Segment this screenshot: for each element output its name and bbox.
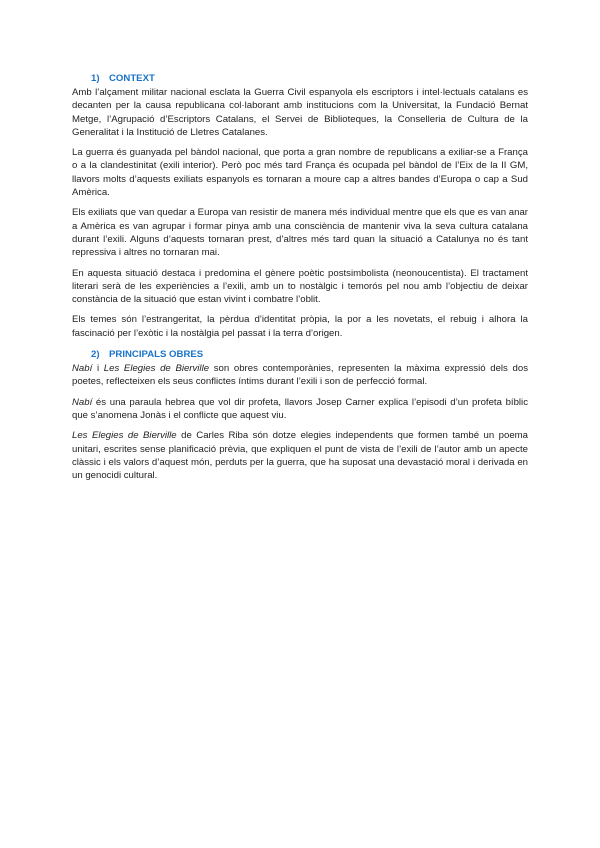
section-title: CONTEXT [109,73,155,84]
section-heading-principals-obres [91,348,528,361]
paragraph [72,429,528,482]
text-fragment: de Carles Riba són dotze elegies independents que formen també un poema unitari, escrites sense planificació prèvia, que expliquen el punt de vista de l’exili de l’autor amb un apecte clàssic i els valors d’aquest món, perduts per la guerra, que ha suposat una devastació moral i derivada en un genocidi cultural. [72,430,528,482]
paragraph [72,362,528,389]
text-fragment: és una paraula hebrea que vol dir profeta, llavors Josep Carner explica l’episodi d’un profeta bíblic que s’anomena Jonàs i el conflicte que aquest viu. [72,396,528,421]
section-number: 2) [91,349,100,361]
work-title: Nabí [72,363,93,375]
paragraph: En aquesta situació destaca i predomina el gènere poètic postsimbolista (neonoucentista). El tractament literari serà de les experiències a l’exili, amb un to nostàlgic i temorós pel nou amb l’objectiu de deixar constància de la situació que estan vivint i combatre l’oblit. [72,267,528,306]
text-fragment: son obres contemporànies, representen la màxima expressió dels dos poetes, reflecteixen els seus conflictes íntims durant l’exili i son de perfecció formal. [72,363,528,388]
work-title: Les Elegies de Bierville [103,363,210,375]
work-title: Nabí [72,396,93,408]
paragraph: Els exiliats que van quedar a Europa van resistir de manera més individual mentre que els que es van anar a Amèrica es van agrupar i formar pinya amb una consciència de mantenir viva la seva cultura catalana durant l’exili. Alguns d’aquests tornaran prest, d’altres més tard quan la situació a Catalunya no és tant repressiva i altres no tornaran mai. [72,207,528,259]
paragraph: La guerra és guanyada pel bàndol nacional, que porta a gran nombre de republicans a exiliar-se a França o a la clandestinitat (exili interior). Però poc més tard França és ocupada pel bàndol de l’Eix de la II GM, llavors molts d’aquests exiliats espanyols es tornaran a moure cap a altres bandes d’Europa o cap a Sud Amèrica. [72,147,528,199]
paragraph: Amb l’alçament militar nacional esclata la Guerra Civil espanyola els escriptors i intel·lectuals catalans es decanten per la causa republicana col·laborant amb institucions com la Universitat, la Fundació Bernat Metge, l’Agrupació d’Escriptors Catalans, el Servei de Biblioteques, la Conselleria de Cultura de la Generalitat i la Institució de Lletres Catalanes. [72,87,528,138]
text-fragment: i [92,363,104,375]
paragraph [72,396,528,423]
section-number: 1) [91,73,100,84]
paragraph: Els temes són l’estrangeritat, la pèrdua d’identitat pròpia, la por a les novetats, el rebuig i alhora la fascinació per l’exòtic i la nostàlgia pel passat i la terra d’origen. [72,314,528,339]
section-heading-context [91,72,528,85]
section-title: PRINCIPALS OBRES [109,349,204,361]
work-title: Les Elegies de Bierville [72,430,177,442]
